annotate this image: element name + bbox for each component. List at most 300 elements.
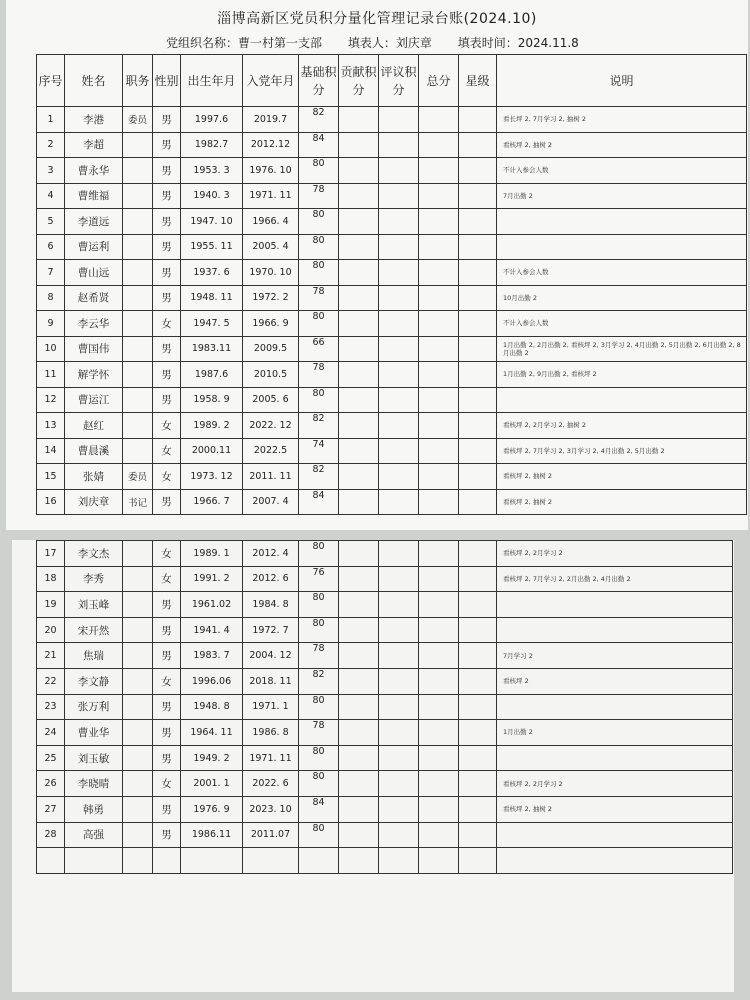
total-score [419, 158, 459, 184]
star-level [459, 720, 497, 746]
table-row [37, 541, 733, 567]
note-cell [497, 209, 747, 235]
row-number: 28 [37, 822, 65, 848]
review-score [379, 107, 419, 133]
member-post [123, 720, 153, 746]
birth-date: 2001. 1 [181, 771, 243, 797]
table-row [37, 209, 747, 235]
birth-date: 2000.11 [181, 438, 243, 464]
total-score [419, 541, 459, 567]
member-name: 李道远 [65, 209, 123, 235]
member-name: 李云华 [65, 311, 123, 337]
birth-date: 1953. 3 [181, 158, 243, 184]
contribution-score [339, 336, 379, 362]
member-name: 曹运利 [65, 234, 123, 260]
birth-date: 1964. 11 [181, 720, 243, 746]
member-name: 李港 [65, 107, 123, 133]
note-cell [497, 694, 733, 720]
birth-date: 1973. 12 [181, 464, 243, 490]
note-cell: 不计入参会人数 [497, 260, 747, 286]
table-row [37, 592, 733, 618]
row-number: 20 [37, 617, 65, 643]
table-row [37, 387, 747, 413]
join-date: 1972. 7 [243, 617, 299, 643]
member-sex: 男 [153, 183, 181, 209]
member-name: 李秀 [65, 566, 123, 592]
birth-date: 1986.11 [181, 822, 243, 848]
table-row [37, 771, 733, 797]
total-score [419, 720, 459, 746]
empty-cell [181, 848, 243, 874]
total-score [419, 489, 459, 515]
empty-cell [497, 848, 733, 874]
star-level [459, 158, 497, 184]
note-cell: 看核坪 2, 2月学习 2 [497, 541, 733, 567]
member-name: 焦瑞 [65, 643, 123, 669]
row-number: 1 [37, 107, 65, 133]
table-row [37, 285, 747, 311]
filler-value: 刘庆章 [395, 36, 432, 50]
note-cell: 7月出勤 2 [497, 183, 747, 209]
note-cell: 不计入参会人数 [497, 311, 747, 337]
row-number: 27 [37, 796, 65, 822]
base-score: 80 [299, 617, 339, 643]
member-name: 刘玉峰 [65, 592, 123, 618]
base-score: 80 [299, 260, 339, 286]
review-score [379, 745, 419, 771]
contribution-score [339, 617, 379, 643]
table-row [37, 720, 733, 746]
birth-date: 1947. 10 [181, 209, 243, 235]
total-score [419, 336, 459, 362]
join-date: 1986. 8 [243, 720, 299, 746]
row-number: 19 [37, 592, 65, 618]
member-name: 赵希贤 [65, 285, 123, 311]
member-sex: 男 [153, 592, 181, 618]
member-sex: 男 [153, 694, 181, 720]
total-score [419, 464, 459, 490]
org-label: 党组织名称： [166, 36, 239, 50]
member-sex: 女 [153, 438, 181, 464]
base-score: 80 [299, 592, 339, 618]
col-header: 出生年月 [181, 55, 243, 107]
base-score: 80 [299, 209, 339, 235]
birth-date: 1983.11 [181, 336, 243, 362]
note-cell: 看核坪 2, 抽树 2 [497, 796, 733, 822]
member-post [123, 234, 153, 260]
review-score [379, 260, 419, 286]
star-level [459, 566, 497, 592]
review-score [379, 541, 419, 567]
birth-date: 1958. 9 [181, 387, 243, 413]
table-row [37, 107, 747, 133]
member-post [123, 311, 153, 337]
star-level [459, 617, 497, 643]
base-score: 80 [299, 822, 339, 848]
member-sex: 男 [153, 617, 181, 643]
base-score: 78 [299, 643, 339, 669]
base-score: 80 [299, 387, 339, 413]
note-cell: 1月出勤 2, 9月出勤 2, 看核坪 2 [497, 362, 747, 388]
contribution-score [339, 413, 379, 439]
base-score: 74 [299, 438, 339, 464]
member-name: 曹晨溪 [65, 438, 123, 464]
member-post [123, 413, 153, 439]
base-score: 80 [299, 771, 339, 797]
birth-date: 1982.7 [181, 132, 243, 158]
join-date: 2012.12 [243, 132, 299, 158]
star-level [459, 694, 497, 720]
join-date: 2011.07 [243, 822, 299, 848]
base-score: 78 [299, 183, 339, 209]
total-score [419, 438, 459, 464]
col-header: 总分 [419, 55, 459, 107]
contribution-score [339, 796, 379, 822]
join-date: 2018. 11 [243, 668, 299, 694]
review-score [379, 387, 419, 413]
member-name: 曹运江 [65, 387, 123, 413]
birth-date: 1996.06 [181, 668, 243, 694]
contribution-score [339, 464, 379, 490]
member-sex: 男 [153, 336, 181, 362]
contribution-score [339, 592, 379, 618]
col-header: 入党年月 [243, 55, 299, 107]
note-cell [497, 822, 733, 848]
base-score: 80 [299, 541, 339, 567]
birth-date: 1948. 8 [181, 694, 243, 720]
join-date: 2009.5 [243, 336, 299, 362]
note-cell: 看核坪 2, 7月学习 2, 2月出勤 2, 4月出勤 2 [497, 566, 733, 592]
member-name: 李文静 [65, 668, 123, 694]
total-score [419, 362, 459, 388]
star-level [459, 541, 497, 567]
review-score [379, 566, 419, 592]
member-name: 李超 [65, 132, 123, 158]
member-name: 刘玉敏 [65, 745, 123, 771]
base-score: 82 [299, 668, 339, 694]
note-cell [497, 387, 747, 413]
note-cell: 1月出勤 2, 2月出勤 2, 看核坪 2, 3月学习 2, 4月出勤 2, 5月出勤 2, 6月出勤 2, 8月出勤 2 [497, 336, 747, 362]
join-date: 2022. 6 [243, 771, 299, 797]
col-header: 基础积分 [299, 55, 339, 107]
member-sex: 男 [153, 643, 181, 669]
member-name: 曹维福 [65, 183, 123, 209]
table-row [37, 617, 733, 643]
star-level [459, 336, 497, 362]
member-post [123, 541, 153, 567]
base-score: 82 [299, 464, 339, 490]
note-cell: 看核坪 2, 7月学习 2, 3月学习 2, 4月出勤 2, 5月出勤 2 [497, 438, 747, 464]
row-number: 15 [37, 464, 65, 490]
member-post [123, 362, 153, 388]
join-date: 2012. 6 [243, 566, 299, 592]
star-level [459, 285, 497, 311]
member-post [123, 668, 153, 694]
member-post [123, 745, 153, 771]
table-row [37, 183, 747, 209]
star-level [459, 438, 497, 464]
member-post [123, 566, 153, 592]
member-sex: 男 [153, 158, 181, 184]
col-header: 职务 [123, 55, 153, 107]
join-date: 1970. 10 [243, 260, 299, 286]
base-score: 82 [299, 413, 339, 439]
note-cell: 不计入参会人数 [497, 158, 747, 184]
join-date: 2012. 4 [243, 541, 299, 567]
total-score [419, 285, 459, 311]
star-level [459, 387, 497, 413]
review-score [379, 643, 419, 669]
row-number: 14 [37, 438, 65, 464]
row-number: 24 [37, 720, 65, 746]
member-sex: 女 [153, 668, 181, 694]
base-score: 80 [299, 311, 339, 337]
contribution-score [339, 541, 379, 567]
contribution-score [339, 132, 379, 158]
review-score [379, 209, 419, 235]
star-level [459, 771, 497, 797]
member-post [123, 643, 153, 669]
contribution-score [339, 668, 379, 694]
table-row [37, 745, 733, 771]
ledger-table-part-1 [36, 54, 747, 515]
birth-date: 1966. 7 [181, 489, 243, 515]
col-header: 姓名 [65, 55, 123, 107]
note-cell: 看核坪 2, 2月学习 2, 抽树 2 [497, 413, 747, 439]
row-number: 8 [37, 285, 65, 311]
star-level [459, 489, 497, 515]
birth-date: 1991. 2 [181, 566, 243, 592]
star-level [459, 464, 497, 490]
date-label: 填表时间： [457, 36, 518, 50]
birth-date: 1949. 2 [181, 745, 243, 771]
star-level [459, 592, 497, 618]
row-number: 16 [37, 489, 65, 515]
join-date: 2019.7 [243, 107, 299, 133]
join-date: 1984. 8 [243, 592, 299, 618]
member-post [123, 209, 153, 235]
total-score [419, 183, 459, 209]
review-score [379, 413, 419, 439]
star-level [459, 260, 497, 286]
member-sex: 女 [153, 464, 181, 490]
member-sex: 男 [153, 720, 181, 746]
contribution-score [339, 260, 379, 286]
col-header: 贡献积分 [339, 55, 379, 107]
review-score [379, 771, 419, 797]
contribution-score [339, 643, 379, 669]
table-row [37, 260, 747, 286]
member-name: 赵红 [65, 413, 123, 439]
note-cell [497, 745, 733, 771]
contribution-score [339, 234, 379, 260]
review-score [379, 285, 419, 311]
member-post [123, 771, 153, 797]
base-score: 84 [299, 489, 339, 515]
birth-date: 1987.6 [181, 362, 243, 388]
contribution-score [339, 183, 379, 209]
empty-cell [123, 848, 153, 874]
contribution-score [339, 209, 379, 235]
member-name: 宋开然 [65, 617, 123, 643]
row-number: 18 [37, 566, 65, 592]
note-cell: 看核坪 2 [497, 668, 733, 694]
join-date: 2022. 12 [243, 413, 299, 439]
total-score [419, 694, 459, 720]
birth-date: 1989. 2 [181, 413, 243, 439]
join-date: 2007. 4 [243, 489, 299, 515]
birth-date: 1941. 4 [181, 617, 243, 643]
contribution-score [339, 489, 379, 515]
total-score [419, 822, 459, 848]
table-row [37, 796, 733, 822]
row-number: 11 [37, 362, 65, 388]
table-row [37, 362, 747, 388]
row-number: 17 [37, 541, 65, 567]
review-score [379, 796, 419, 822]
member-post [123, 285, 153, 311]
base-score: 80 [299, 158, 339, 184]
col-header: 说明 [497, 55, 747, 107]
member-name: 刘庆章 [65, 489, 123, 515]
birth-date: 1989. 1 [181, 541, 243, 567]
birth-date: 1940. 3 [181, 183, 243, 209]
member-post: 委员 [123, 464, 153, 490]
review-score [379, 336, 419, 362]
note-cell [497, 592, 733, 618]
note-cell: 1月出勤 2 [497, 720, 733, 746]
birth-date: 1948. 11 [181, 285, 243, 311]
row-number: 22 [37, 668, 65, 694]
member-post [123, 796, 153, 822]
row-number: 21 [37, 643, 65, 669]
review-score [379, 592, 419, 618]
member-post [123, 132, 153, 158]
total-score [419, 234, 459, 260]
birth-date: 1983. 7 [181, 643, 243, 669]
ledger-table-part-2 [36, 540, 733, 874]
total-score [419, 771, 459, 797]
note-cell: 看核坪 2, 抽树 2 [497, 464, 747, 490]
join-date: 1971. 11 [243, 745, 299, 771]
row-number: 3 [37, 158, 65, 184]
table-row [37, 413, 747, 439]
member-sex: 男 [153, 362, 181, 388]
member-sex: 男 [153, 260, 181, 286]
empty-cell [419, 848, 459, 874]
total-score [419, 107, 459, 133]
member-post [123, 183, 153, 209]
star-level [459, 209, 497, 235]
row-number: 26 [37, 771, 65, 797]
member-post: 委员 [123, 107, 153, 133]
table-row [37, 489, 747, 515]
member-sex: 男 [153, 234, 181, 260]
table-row [37, 694, 733, 720]
member-post [123, 438, 153, 464]
join-date: 1976. 10 [243, 158, 299, 184]
empty-cell [379, 848, 419, 874]
total-score [419, 132, 459, 158]
ledger-subtitle [166, 34, 601, 51]
member-post [123, 617, 153, 643]
col-header: 序号 [37, 55, 65, 107]
total-score [419, 668, 459, 694]
col-header: 性别 [153, 55, 181, 107]
member-sex: 女 [153, 311, 181, 337]
review-score [379, 183, 419, 209]
review-score [379, 668, 419, 694]
review-score [379, 311, 419, 337]
total-score [419, 643, 459, 669]
table-row [37, 668, 733, 694]
member-sex: 男 [153, 285, 181, 311]
col-header: 星级 [459, 55, 497, 107]
member-post [123, 387, 153, 413]
table-row-empty [37, 848, 733, 874]
member-post [123, 592, 153, 618]
member-sex: 男 [153, 387, 181, 413]
empty-cell [243, 848, 299, 874]
empty-cell [153, 848, 181, 874]
row-number: 10 [37, 336, 65, 362]
member-sex: 女 [153, 566, 181, 592]
review-score [379, 720, 419, 746]
note-cell [497, 234, 747, 260]
base-score: 76 [299, 566, 339, 592]
member-name: 韩勇 [65, 796, 123, 822]
contribution-score [339, 720, 379, 746]
birth-date: 1997.6 [181, 107, 243, 133]
member-sex: 男 [153, 745, 181, 771]
row-number: 23 [37, 694, 65, 720]
total-score [419, 745, 459, 771]
birth-date: 1961.02 [181, 592, 243, 618]
base-score: 84 [299, 796, 339, 822]
member-sex: 男 [153, 209, 181, 235]
star-level [459, 822, 497, 848]
base-score: 80 [299, 694, 339, 720]
base-score: 78 [299, 362, 339, 388]
contribution-score [339, 694, 379, 720]
join-date: 2022.5 [243, 438, 299, 464]
ledger-sheet-page-1 [6, 0, 748, 530]
table-row [37, 336, 747, 362]
join-date: 2023. 10 [243, 796, 299, 822]
row-number: 25 [37, 745, 65, 771]
base-score: 66 [299, 336, 339, 362]
ledger-title: 淄博高新区党员积分量化管理记录台账(2024.10) [217, 11, 537, 27]
total-score [419, 260, 459, 286]
member-name: 曹永华 [65, 158, 123, 184]
star-level [459, 311, 497, 337]
base-score: 78 [299, 285, 339, 311]
ledger-sheet-page-2 [12, 540, 734, 992]
row-number: 2 [37, 132, 65, 158]
review-score [379, 822, 419, 848]
join-date: 2005. 4 [243, 234, 299, 260]
review-score [379, 694, 419, 720]
empty-cell [65, 848, 123, 874]
table-header-row [37, 55, 747, 107]
join-date: 1966. 4 [243, 209, 299, 235]
total-score [419, 311, 459, 337]
star-level [459, 413, 497, 439]
birth-date: 1947. 5 [181, 311, 243, 337]
join-date: 2004. 12 [243, 643, 299, 669]
total-score [419, 209, 459, 235]
member-sex: 男 [153, 796, 181, 822]
